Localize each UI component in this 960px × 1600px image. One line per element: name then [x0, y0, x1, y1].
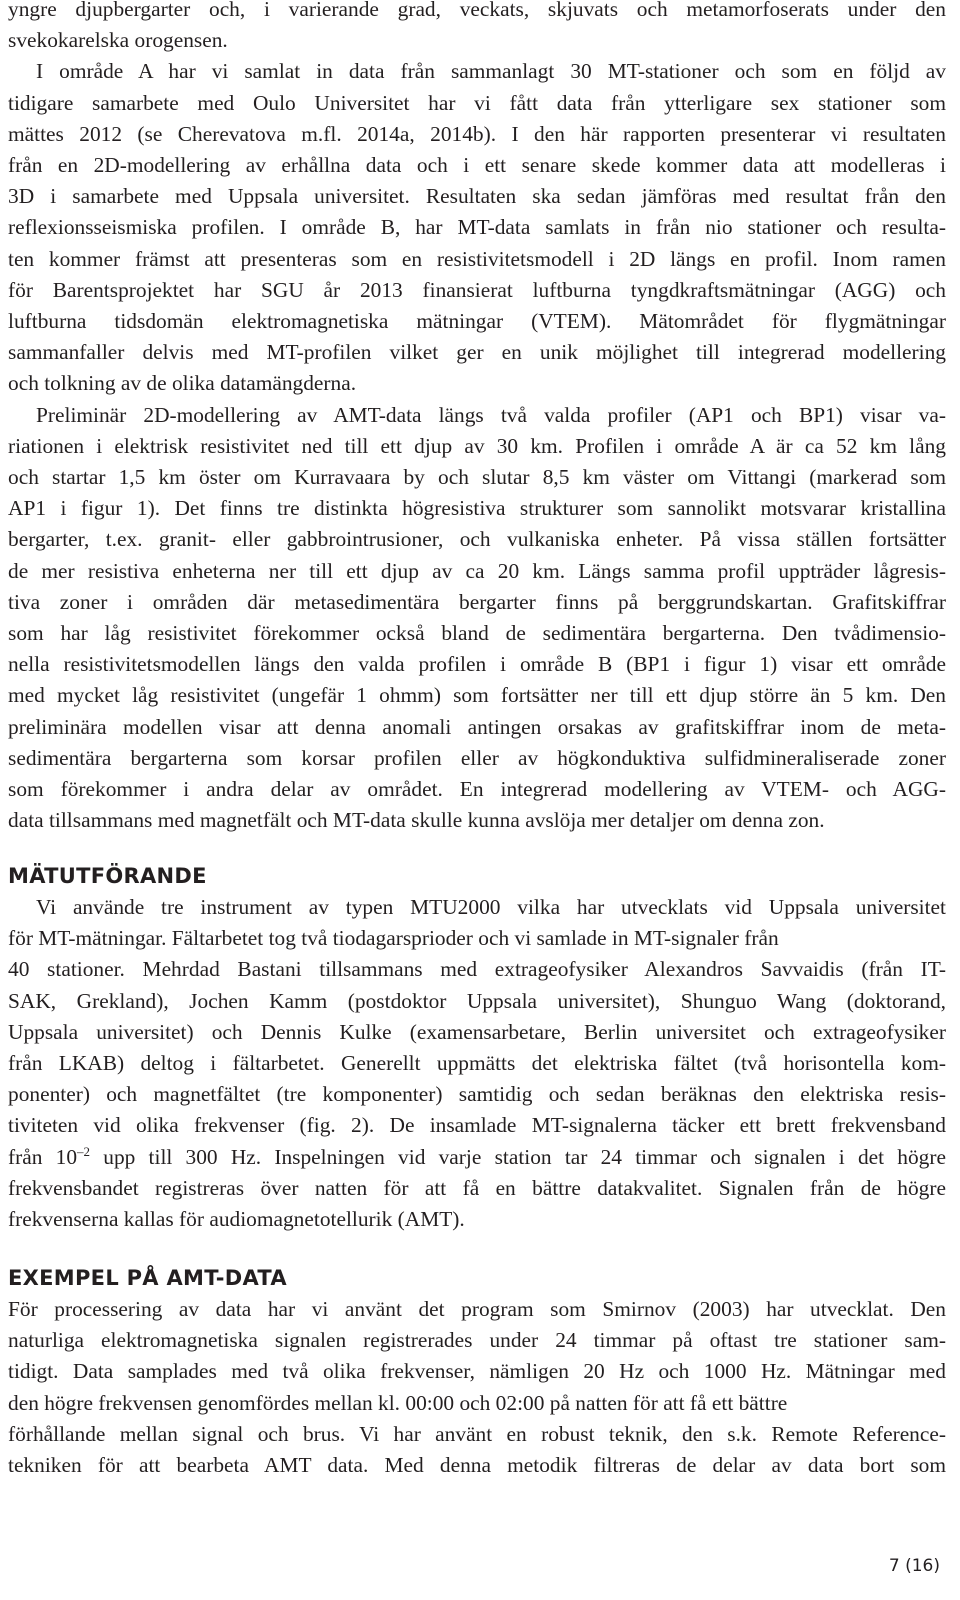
text-line: ponenter) och magnetfältet (tre komponenter) samtidig och sedan beräknas den elektriska resis- — [8, 1082, 946, 1107]
text-line: svekokarelska orogensen. — [8, 28, 228, 53]
text-line: tekniken för att bearbeta AMT data. Med denna metodik filtreras de delar av data bort som — [8, 1453, 946, 1478]
text-line: naturliga elektromagnetiska signalen registrerades under 24 timmar på oftast tre stationer sam- — [8, 1328, 946, 1353]
text-line: Preliminär 2D-modellering av AMT-data längs två valda profiler (AP1 och BP1) visar va- — [36, 402, 946, 427]
text-line: de mer resistiva enheterna ner till ett djup av ca 20 km. Längs samma profil uppträder lågresis- — [8, 558, 946, 583]
text-line: tiva zoner i områden där metasedimentära bergarter finns på berggrundskartan. Grafitskiffrar — [8, 589, 946, 614]
text-line: Vi använde tre instrument av typen MTU2000 vilka har utvecklats vid Uppsala universitet — [36, 895, 946, 919]
page-number: 7 (16) — [888, 1556, 940, 1576]
text-line: som förekommer i andra delar av området. En integrerad modellering av VTEM- och AGG- — [8, 777, 946, 802]
text-line: och tolkning av de olika datamängderna. — [8, 371, 357, 396]
text-line: sedimentära bergarterna som korsar profilen eller av högkonduktiva sulfidmineraliserade zoner — [8, 745, 946, 770]
text-line: ten kommer främst att presenteras som en resistivitetsmodell i 2D längs en profil. Inom ramen — [8, 246, 946, 271]
text-line: yngre djupbergarter och, i varierande grad, veckats, skjuvats och metamorfoserats under den — [8, 0, 946, 21]
text-line: nella resistivitetsmodellen längs den valda profilen i område B (BP1 i figur 1) visar ett område — [8, 652, 946, 677]
freq-exponent: –2 — [77, 1143, 91, 1159]
text-line: 40 stationer. Mehrdad Bastani tillsammans med extrageofysiker Alexandros Savvaidis (från IT- — [8, 957, 946, 982]
text-line: från en 2D-modellering av erhållna data och i ett senare skede kommer data att modelleras i — [8, 153, 946, 178]
text-line: tidigt. Data samplades med två olika frekvenser, nämligen 20 Hz och 1000 Hz. Mätningar med — [8, 1359, 946, 1384]
text-line: I område A har vi samlat in data från sammanlagt 30 MT-stationer och som en följd av — [36, 59, 946, 84]
text-line: luftburna tidsdomän elektromagnetiska mätningar (VTEM). Mätområdet för flygmätningar — [8, 309, 946, 334]
text-line-frequency — [8, 1142, 946, 1173]
text-line: med mycket låg resistivitet (ungefär 1 ohmm) som fortsätter ner till ett djup större än 5 km. Den — [8, 683, 946, 708]
text-line: från LKAB) deltog i fältarbetet. Generellt uppmätts det elektriska fältet (två horisontella kom- — [8, 1051, 946, 1076]
text-line: tidigare samarbete med Oulo Universitet har vi fått data från ytterligare sex stationer som — [8, 90, 946, 115]
text-line: preliminära modellen visar att denna anomali antingen orsakas av grafitskiffrar inom de meta- — [8, 714, 946, 739]
text-line: som har låg resistivitet förekommer också bland de sedimentära bergarterna. Den tvådimensio- — [8, 621, 946, 646]
text-line: 3D i samarbete med Uppsala universitet. Resultaten ska sedan jämföras med resultat från den — [8, 184, 946, 209]
text-line: data tillsammans med magnetfält och MT-data skulle kunna avslöja mer detaljer om denna zon. — [8, 808, 825, 833]
text-line: riationen i elektrisk resistivitet ned till ett djup av 30 km. Profilen i område A är ca 52 km lång — [8, 433, 946, 458]
body-text-section-1 — [8, 0, 946, 836]
text-line: för Barentsprojektet har SGU år 2013 finansierat luftburna tyngdkraftsmätningar (AGG) och — [8, 277, 946, 302]
body-text-section-3 — [8, 1294, 946, 1481]
text-line: sammanfaller delvis med MT-profilen vilket ger en unik möjlighet till integrerad modellering — [8, 340, 946, 365]
section-heading-matutforande: MÄTUTFÖRANDE — [8, 864, 207, 888]
text-line: mättes 2012 (se Cherevatova m.fl. 2014a, 2014b). I den här rapporten presenterar vi resultaten — [8, 121, 946, 146]
section-heading-exempel-amt-data: EXEMPEL PÅ AMT-DATA — [8, 1266, 287, 1290]
text-line: förhållande mellan signal och brus. Vi har använt en robust teknik, den s.k. Remote Reference- — [8, 1421, 946, 1446]
text-line: AP1 i figur 1). Det finns tre distinkta högresistiva strukturer som sannolikt motsvarar kristallina — [8, 496, 946, 521]
freq-suffix: upp till 300 Hz. Inspelningen vid varje station tar 24 timmar och signalen i det högre — [90, 1144, 946, 1169]
text-line: Uppsala universitet) och Dennis Kulke (examensarbetare, Berlin universitet och extrageofysiker — [8, 1019, 946, 1044]
text-line: SAK, Grekland), Jochen Kamm (postdoktor Uppsala universitet), Shunguo Wang (doktorand, — [8, 988, 946, 1013]
text-line: För processering av data har vi använt det program som Smirnov (2003) har utvecklat. Den — [8, 1297, 946, 1321]
text-line: frekvenserna kallas för audiomagnetotellurik (AMT). — [8, 1207, 465, 1232]
text-line: den högre frekvensen genomfördes mellan kl. 00:00 och 02:00 på natten för att få ett bättre — [8, 1390, 788, 1415]
text-line: och startar 1,5 km öster om Kurravaara by och slutar 8,5 km väster om Vittangi (markerad som — [8, 465, 946, 490]
text-line: frekvensbandet registreras över natten för att få en bättre datakvalitet. Signalen från de högre — [8, 1175, 946, 1200]
text-line: bergarter, t.ex. granit- eller gabbrointrusioner, och vulkaniska enheter. På vissa ställen fortsätter — [8, 527, 946, 552]
freq-prefix: från 10 — [8, 1144, 78, 1169]
text-line: reflexionsseismiska profilen. I område B, har MT-data samlats in från nio stationer och resulta- — [8, 215, 946, 240]
text-line: för MT-mätningar. Fältarbetet tog två tiodagarsprioder och vi samlade in MT-signaler från — [8, 926, 779, 951]
body-text-section-2 — [8, 892, 946, 1235]
text-line: tiviteten vid olika frekvenser (fig. 2). De insamlade MT-signalerna täcker ett brett frekvensband — [8, 1113, 946, 1138]
